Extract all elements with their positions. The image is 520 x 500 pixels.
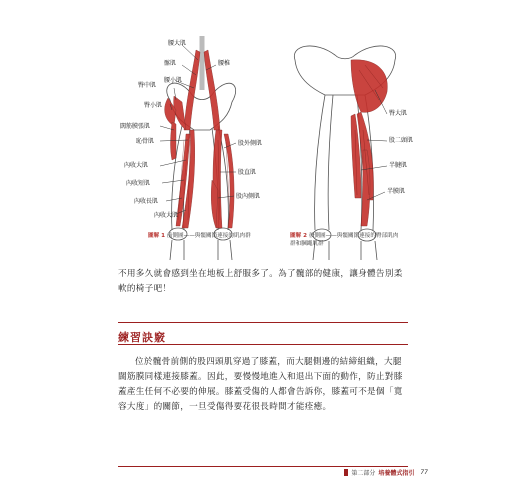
label-gluteus-medius: 臀中肌	[138, 82, 157, 89]
intro-paragraph: 不用多久就會感到坐在地板上舒服多了。為了髖部的健康，讓身體告別柔軟的椅子吧！	[118, 269, 403, 294]
page-number: 77	[420, 469, 428, 476]
label-lumbar-spine: 腰椎	[218, 60, 231, 67]
label-adductor-magnus-2: 內收大肌	[154, 212, 179, 219]
figure-2-caption-text: 後側圖——與髖關節連接的臀部肌肉群和膕繩肌群	[290, 233, 399, 247]
label-semimembranosus: 半膜肌	[387, 188, 406, 195]
footer-marker	[344, 469, 348, 476]
back-muscle-illustration	[275, 30, 415, 260]
section-top-rule	[118, 322, 408, 323]
section-body-paragraph: 位於髖骨前側的股四頭肌穿過了膝蓋，而大腿側邊的結締組織，大腿闊筋膜同樣連接膝蓋。因此，要慢慢地進入和退出下面的動作，防止對膝蓋產生任何不必要的伸展。膝蓋受傷的人都會告訴你，膝蓋可不是個「寬容大度」的關節，一旦受傷得要花很長時間才能痊癒。	[118, 357, 403, 412]
label-semitendinosus: 半腱肌	[389, 162, 408, 169]
label-biceps-femoris: 股二頭肌	[389, 137, 414, 144]
label-gluteus-minimus: 臀小肌	[144, 102, 163, 109]
section-bottom-rule	[118, 344, 408, 345]
label-pectineus: 恥骨肌	[136, 138, 155, 145]
section-title: 練習訣竅	[118, 331, 166, 344]
label-tensor-fasciae-latae: 闊筋膜張肌	[120, 123, 151, 130]
back-anatomy-drawing	[275, 30, 415, 260]
figure-2-caption-number: 圖解 2	[290, 233, 308, 239]
label-vastus-lateralis: 股外側肌	[238, 140, 263, 147]
label-rectus-femoris: 股直肌	[238, 169, 257, 176]
footer-rule	[118, 466, 408, 467]
label-adductor-brevis: 內收短肌	[126, 180, 151, 187]
figure-2-caption	[290, 232, 400, 248]
label-adductor-magnus: 內收大肌	[124, 162, 149, 169]
footer-title: 培養體式指引	[378, 470, 415, 477]
page-footer	[344, 468, 428, 477]
front-muscle-illustration	[120, 30, 280, 260]
figure-1-caption-number: 圖解 1	[148, 233, 166, 239]
figure-1-caption	[148, 232, 268, 240]
figure-1-caption-text: 前側圖——與髖關節連接的肌肉群	[166, 233, 251, 239]
label-adductor-longus: 內收長肌	[134, 198, 159, 205]
label-vastus-medialis: 股內側肌	[236, 193, 261, 200]
footer-section: 第二部分	[351, 470, 376, 477]
label-gluteus-maximus: 臀大肌	[389, 110, 408, 117]
label-psoas-minor: 腰小肌	[164, 77, 183, 84]
label-psoas-major: 腰大肌	[168, 40, 187, 47]
label-iliacus: 髂肌	[164, 60, 177, 67]
